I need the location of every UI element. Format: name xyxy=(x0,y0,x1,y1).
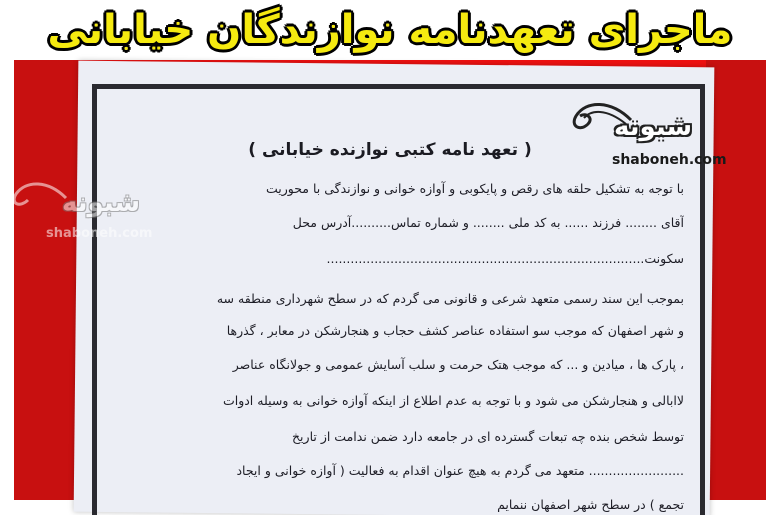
watermark-logo-text: شبونه xyxy=(62,188,141,218)
document-line: ........................ متعهد می گردم به هیچ عنوان اقدام به فعالیت ( آوازه خوانی و ایجاد xyxy=(236,463,684,478)
watermark-swirl-icon xyxy=(0,178,70,214)
document-line: توسط شخص بنده چه تبعات گسترده ای در جامعه دارد ضمن ندامت از تاریخ xyxy=(291,429,684,444)
document-line: لاابالی و هنجارشکن می شود و با توجه به عدم اطلاع از اینکه آوازه خوانی به وسیله ادوات xyxy=(222,393,684,408)
title-bar xyxy=(0,0,780,60)
document-title: ( تعهد نامه کتبی نوازنده خیابانی ) xyxy=(248,140,532,160)
watermark xyxy=(0,178,200,248)
document-line: و شهر اصفهان که موجب سو استفاده عناصر کشف حجاب و هنجارشکن در معابر ، گذرها xyxy=(226,323,684,338)
site-logo xyxy=(556,98,736,174)
document-line: بموجب این سند رسمی متعهد شرعی و قانونی می گردم که در سطح شهرداری منطقه سه xyxy=(216,291,684,306)
document-line: سکونت................................................................................ xyxy=(326,251,684,266)
document-line: آقای ........ فرزند ...... به کد ملی ........ و شماره تماس..........آدرس محل xyxy=(292,215,684,230)
document-line: ، پارک ها ، میادین و ... که موجب هتک حرمت و سلب آسایش عمومی و جولانگاه عناصر xyxy=(232,357,684,372)
document-line: تجمع ) در سطح شهر اصفهان ننمایم xyxy=(497,497,684,512)
logo-url: shaboneh.com xyxy=(612,152,727,168)
headline: ماجرای تعهدنامه نوازندگان خیابانی xyxy=(47,7,733,53)
background-left xyxy=(14,60,80,500)
logo-text: شبونه xyxy=(614,112,693,142)
watermark-url: shaboneh.com xyxy=(46,226,153,241)
document-line: با توجه به تشکیل حلقه های رقص و پایکوبی و آوازه خوانی و نوازندگی با محوریت xyxy=(265,181,684,196)
